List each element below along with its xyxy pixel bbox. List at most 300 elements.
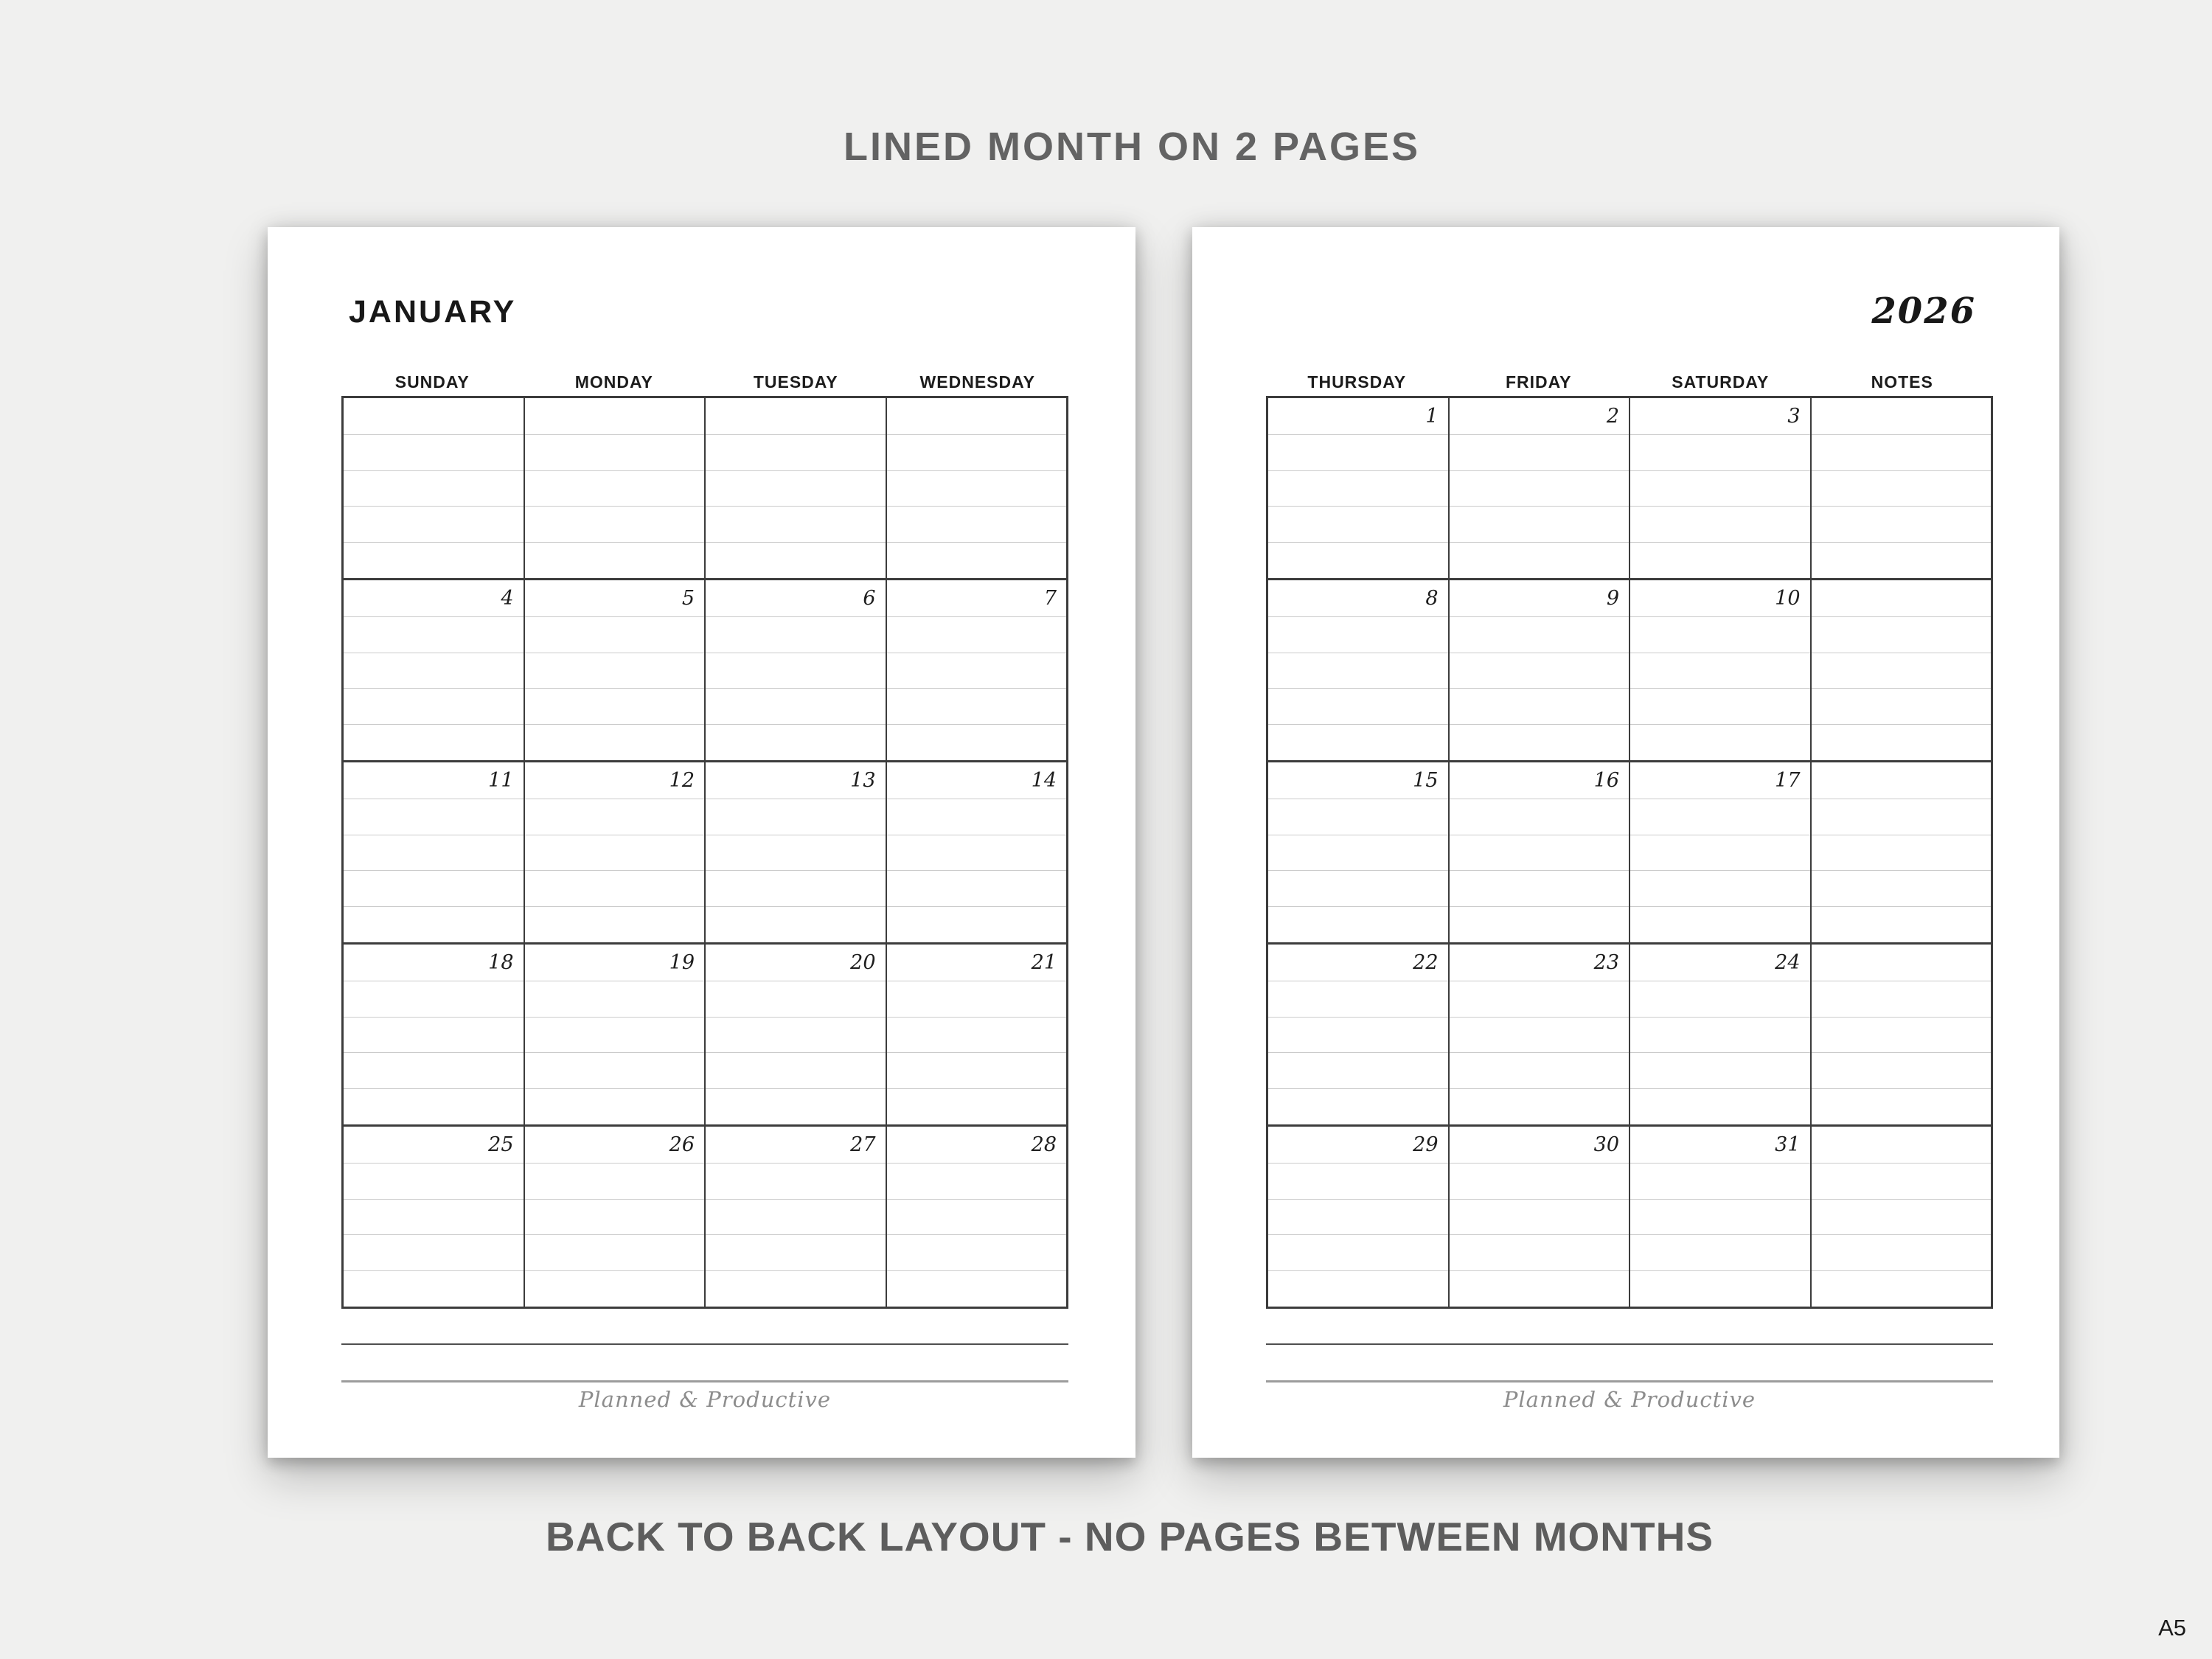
ruled-line	[1812, 981, 1992, 1017]
date-row	[706, 1127, 886, 1163]
ruled-line	[1268, 981, 1448, 1017]
ruled-line	[525, 434, 705, 470]
day-cell	[1268, 945, 1448, 1124]
ruled-line	[706, 1270, 886, 1307]
date-number: 31	[1775, 1133, 1801, 1156]
ruled-line	[1812, 1088, 1992, 1124]
day-cell	[704, 945, 886, 1124]
day-cell	[524, 580, 705, 760]
date-row	[706, 580, 886, 616]
ruled-line	[344, 1088, 524, 1124]
ruled-line	[525, 835, 705, 871]
ruled-line	[887, 981, 1067, 1017]
date-row	[525, 945, 705, 981]
planner-page-left	[268, 227, 1135, 1458]
day-cell	[524, 1127, 705, 1307]
ruled-line	[887, 688, 1067, 724]
date-number: 4	[501, 586, 514, 610]
ruled-line	[525, 724, 705, 760]
ruled-line	[1450, 1163, 1630, 1199]
ruled-line	[344, 906, 524, 942]
ruled-line	[706, 434, 886, 470]
ruled-line	[1630, 1270, 1810, 1307]
date-row	[887, 762, 1067, 799]
day-cell	[704, 1127, 886, 1307]
ruled-line	[525, 506, 705, 542]
ruled-line	[525, 653, 705, 689]
date-row	[1268, 762, 1448, 799]
month-title: JANUARY	[349, 294, 517, 330]
ruled-line	[887, 616, 1067, 653]
ruled-line	[887, 724, 1067, 760]
ruled-line	[887, 1163, 1067, 1199]
ruled-line	[1812, 724, 1992, 760]
ruled-line	[525, 1052, 705, 1088]
date-number: 5	[681, 586, 695, 610]
ruled-line	[887, 1052, 1067, 1088]
day-cell	[344, 580, 524, 760]
day-cell	[524, 762, 705, 942]
ruled-line	[1630, 688, 1810, 724]
ruled-line	[1812, 835, 1992, 871]
day-cell	[1448, 580, 1630, 760]
date-row	[1268, 1127, 1448, 1163]
ruled-line	[1812, 1163, 1992, 1199]
ruled-line	[887, 506, 1067, 542]
ruled-line	[706, 1088, 886, 1124]
ruled-line	[1268, 1270, 1448, 1307]
ruled-line	[1268, 724, 1448, 760]
ruled-line	[1630, 1088, 1810, 1124]
day-header-row	[1266, 371, 1993, 393]
date-row	[1450, 580, 1630, 616]
ruled-line	[706, 688, 886, 724]
ruled-line	[525, 688, 705, 724]
ruled-line	[1450, 981, 1630, 1017]
day-header: TUESDAY	[753, 372, 838, 392]
ruled-line	[887, 1234, 1067, 1270]
week-row	[1268, 398, 1991, 580]
ruled-line	[344, 434, 524, 470]
date-number: 25	[488, 1133, 514, 1156]
date-number: 28	[1031, 1133, 1057, 1156]
ruled-line	[706, 799, 886, 835]
date-number: 21	[1031, 950, 1057, 974]
day-cell	[1629, 1127, 1810, 1307]
day-cell	[886, 1127, 1067, 1307]
day-header: MONDAY	[574, 372, 653, 392]
ruled-line	[1268, 688, 1448, 724]
date-number: 29	[1413, 1133, 1439, 1156]
ruled-line	[525, 1163, 705, 1199]
ruled-line	[1450, 1234, 1630, 1270]
ruled-line	[1450, 470, 1630, 507]
day-cell	[886, 398, 1067, 578]
ruled-line	[1630, 542, 1810, 578]
day-cell	[1448, 398, 1630, 578]
ruled-line	[706, 506, 886, 542]
day-cell	[1448, 762, 1630, 942]
ruled-line	[1268, 1017, 1448, 1053]
brand-logo: Planned & Productive	[578, 1387, 832, 1412]
ruled-line	[1812, 616, 1992, 653]
ruled-line	[1450, 542, 1630, 578]
date-row	[1268, 398, 1448, 434]
day-cell	[344, 762, 524, 942]
ruled-line	[525, 981, 705, 1017]
bottom-caption: BACK TO BACK LAYOUT - NO PAGES BETWEEN MONTHS	[545, 1514, 1714, 1559]
date-number: 13	[850, 768, 876, 792]
ruled-line	[887, 653, 1067, 689]
day-header: FRIDAY	[1506, 372, 1572, 392]
ruled-line	[344, 724, 524, 760]
date-row	[1812, 762, 1992, 799]
ruled-line	[1630, 1163, 1810, 1199]
ruled-line	[344, 799, 524, 835]
ruled-line	[1268, 506, 1448, 542]
ruled-line	[706, 835, 886, 871]
day-cell	[1810, 580, 1992, 760]
date-row	[525, 1127, 705, 1163]
ruled-line	[1812, 653, 1992, 689]
day-cell	[524, 398, 705, 578]
date-number: 24	[1775, 950, 1801, 974]
day-cell	[1629, 762, 1810, 942]
ruled-line	[1630, 906, 1810, 942]
date-number: 3	[1787, 405, 1801, 428]
day-header: WEDNESDAY	[919, 372, 1035, 392]
ruled-line	[525, 470, 705, 507]
day-cell	[704, 398, 886, 578]
calendar-grid	[341, 396, 1068, 1309]
ruled-line	[344, 470, 524, 507]
ruled-line	[1450, 1199, 1630, 1235]
date-row	[1630, 762, 1810, 799]
ruled-line	[525, 1234, 705, 1270]
date-row	[1450, 762, 1630, 799]
ruled-line	[1630, 616, 1810, 653]
ruled-line	[525, 1199, 705, 1235]
ruled-line	[1630, 653, 1810, 689]
date-row	[344, 762, 524, 799]
date-number: 18	[488, 950, 514, 974]
ruled-line	[1268, 1163, 1448, 1199]
ruled-line	[706, 724, 886, 760]
ruled-line	[1268, 653, 1448, 689]
date-row	[344, 580, 524, 616]
date-number: 8	[1425, 586, 1439, 610]
ruled-line	[344, 1234, 524, 1270]
date-number: 11	[488, 768, 514, 792]
ruled-line	[344, 1163, 524, 1199]
day-header: THURSDAY	[1307, 372, 1407, 392]
paper-size-label: A5	[2158, 1615, 2186, 1641]
ruled-line	[706, 616, 886, 653]
day-cell	[1810, 398, 1992, 578]
ruled-line	[1630, 1199, 1810, 1235]
date-row	[706, 945, 886, 981]
date-row	[1450, 945, 1630, 981]
calendar-grid	[1266, 396, 1993, 1309]
date-number: 6	[863, 586, 876, 610]
ruled-line	[1450, 506, 1630, 542]
ruled-line	[1268, 1199, 1448, 1235]
date-row	[1630, 1127, 1810, 1163]
day-cell	[1448, 1127, 1630, 1307]
ruled-line	[887, 799, 1067, 835]
ruled-line	[1268, 870, 1448, 906]
ruled-line	[1630, 799, 1810, 835]
ruled-line	[1812, 799, 1992, 835]
date-row	[344, 1127, 524, 1163]
ruled-line	[344, 616, 524, 653]
date-row	[706, 398, 886, 434]
date-row	[1450, 398, 1630, 434]
day-cell	[1629, 580, 1810, 760]
day-cell	[344, 945, 524, 1124]
ruled-line	[1450, 616, 1630, 653]
ruled-line	[1450, 688, 1630, 724]
date-row	[344, 398, 524, 434]
ruled-line	[706, 1017, 886, 1053]
day-header: NOTES	[1871, 372, 1933, 392]
ruled-line	[1812, 870, 1992, 906]
ruled-line	[1268, 470, 1448, 507]
day-cell	[1810, 945, 1992, 1124]
ruled-line	[1630, 470, 1810, 507]
ruled-line	[344, 1270, 524, 1307]
ruled-line	[887, 870, 1067, 906]
ruled-line	[344, 542, 524, 578]
ruled-line	[706, 1234, 886, 1270]
ruled-line	[706, 542, 886, 578]
day-cell	[1268, 762, 1448, 942]
ruled-line	[525, 1088, 705, 1124]
ruled-line	[887, 835, 1067, 871]
footer-rule-thin	[1266, 1343, 1993, 1345]
ruled-line	[887, 906, 1067, 942]
footer-rule-thin	[341, 1343, 1068, 1345]
ruled-line	[344, 1052, 524, 1088]
ruled-line	[1812, 906, 1992, 942]
ruled-line	[1268, 1234, 1448, 1270]
day-cell	[1268, 398, 1448, 578]
brand-logo: Planned & Productive	[1503, 1387, 1756, 1412]
day-cell	[524, 945, 705, 1124]
date-row	[1630, 580, 1810, 616]
date-number: 26	[669, 1133, 695, 1156]
date-row	[887, 1127, 1067, 1163]
date-row	[525, 398, 705, 434]
date-row	[887, 945, 1067, 981]
week-row	[1268, 1127, 1991, 1307]
ruled-line	[1630, 835, 1810, 871]
ruled-line	[1268, 616, 1448, 653]
ruled-line	[1450, 1017, 1630, 1053]
ruled-line	[1268, 1088, 1448, 1124]
ruled-line	[1630, 870, 1810, 906]
ruled-line	[1630, 506, 1810, 542]
date-number: 15	[1413, 768, 1439, 792]
date-row	[525, 762, 705, 799]
ruled-line	[887, 1199, 1067, 1235]
ruled-line	[1630, 1234, 1810, 1270]
ruled-line	[525, 542, 705, 578]
ruled-line	[1630, 724, 1810, 760]
ruled-line	[887, 542, 1067, 578]
ruled-line	[1812, 434, 1992, 470]
day-cell	[886, 580, 1067, 760]
ruled-line	[1450, 906, 1630, 942]
date-number: 9	[1606, 586, 1619, 610]
ruled-line	[525, 1270, 705, 1307]
ruled-line	[1812, 542, 1992, 578]
day-cell	[704, 580, 886, 760]
week-row	[1268, 580, 1991, 762]
ruled-line	[1812, 1052, 1992, 1088]
ruled-line	[1450, 1052, 1630, 1088]
ruled-line	[525, 1017, 705, 1053]
ruled-line	[344, 688, 524, 724]
date-row	[1812, 945, 1992, 981]
ruled-line	[706, 1199, 886, 1235]
ruled-line	[706, 1052, 886, 1088]
ruled-line	[706, 470, 886, 507]
date-row	[887, 580, 1067, 616]
ruled-line	[1450, 1088, 1630, 1124]
week-row	[344, 398, 1066, 580]
date-number: 17	[1775, 768, 1801, 792]
date-number: 16	[1593, 768, 1619, 792]
day-cell	[1629, 398, 1810, 578]
date-number: 1	[1425, 405, 1439, 428]
page-title: LINED MONTH ON 2 PAGES	[843, 125, 1421, 169]
date-row	[1630, 945, 1810, 981]
date-row	[1812, 580, 1992, 616]
ruled-line	[344, 1017, 524, 1053]
day-cell	[886, 762, 1067, 942]
date-row	[1268, 945, 1448, 981]
date-number: 12	[669, 768, 695, 792]
ruled-line	[1268, 542, 1448, 578]
ruled-line	[706, 870, 886, 906]
date-row	[525, 580, 705, 616]
week-row	[1268, 945, 1991, 1127]
ruled-line	[525, 906, 705, 942]
week-row	[344, 945, 1066, 1127]
ruled-line	[1812, 688, 1992, 724]
day-cell	[1810, 1127, 1992, 1307]
date-number: 20	[850, 950, 876, 974]
ruled-line	[887, 434, 1067, 470]
ruled-line	[706, 981, 886, 1017]
day-cell	[1268, 1127, 1448, 1307]
ruled-line	[706, 653, 886, 689]
ruled-line	[344, 835, 524, 871]
ruled-line	[525, 870, 705, 906]
footer-rule-thick	[341, 1380, 1068, 1382]
ruled-line	[887, 470, 1067, 507]
ruled-line	[1450, 835, 1630, 871]
ruled-line	[1812, 470, 1992, 507]
day-header-row	[341, 371, 1068, 393]
ruled-line	[1268, 434, 1448, 470]
week-row	[1268, 762, 1991, 945]
ruled-line	[706, 906, 886, 942]
ruled-line	[344, 981, 524, 1017]
ruled-line	[344, 506, 524, 542]
date-row	[1812, 398, 1992, 434]
ruled-line	[525, 616, 705, 653]
ruled-line	[1450, 1270, 1630, 1307]
ruled-line	[1450, 799, 1630, 835]
date-number: 19	[669, 950, 695, 974]
ruled-line	[1450, 724, 1630, 760]
ruled-line	[344, 1199, 524, 1235]
date-number: 14	[1031, 768, 1057, 792]
ruled-line	[1630, 434, 1810, 470]
ruled-line	[1450, 434, 1630, 470]
ruled-line	[1268, 906, 1448, 942]
ruled-line	[1812, 1199, 1992, 1235]
ruled-line	[887, 1270, 1067, 1307]
date-row	[1812, 1127, 1992, 1163]
date-number: 23	[1593, 950, 1619, 974]
day-cell	[344, 398, 524, 578]
ruled-line	[1630, 981, 1810, 1017]
ruled-line	[1812, 1017, 1992, 1053]
ruled-line	[1450, 870, 1630, 906]
footer-rule-thick	[1266, 1380, 1993, 1382]
day-cell	[1448, 945, 1630, 1124]
ruled-line	[1268, 1052, 1448, 1088]
date-row	[887, 398, 1067, 434]
ruled-line	[887, 1017, 1067, 1053]
day-cell	[344, 1127, 524, 1307]
ruled-line	[1812, 506, 1992, 542]
day-cell	[1268, 580, 1448, 760]
date-number: 22	[1413, 950, 1439, 974]
week-row	[344, 580, 1066, 762]
planner-page-right	[1192, 227, 2059, 1458]
date-row	[706, 762, 886, 799]
day-cell	[1629, 945, 1810, 1124]
ruled-line	[1450, 653, 1630, 689]
ruled-line	[525, 799, 705, 835]
day-cell	[704, 762, 886, 942]
day-cell	[1810, 762, 1992, 942]
ruled-line	[1630, 1052, 1810, 1088]
ruled-line	[1268, 799, 1448, 835]
day-header: SUNDAY	[394, 372, 470, 392]
date-number: 7	[1043, 586, 1057, 610]
ruled-line	[1268, 835, 1448, 871]
date-number: 27	[850, 1133, 876, 1156]
ruled-line	[1812, 1234, 1992, 1270]
date-row	[1450, 1127, 1630, 1163]
date-number: 10	[1775, 586, 1801, 610]
date-row	[1268, 580, 1448, 616]
day-header: SATURDAY	[1672, 372, 1770, 392]
date-row	[344, 945, 524, 981]
ruled-line	[706, 1163, 886, 1199]
ruled-line	[344, 870, 524, 906]
date-number: 30	[1593, 1133, 1619, 1156]
day-cell	[886, 945, 1067, 1124]
ruled-line	[344, 653, 524, 689]
year-title: 2026	[1871, 291, 1976, 332]
ruled-line	[887, 1088, 1067, 1124]
